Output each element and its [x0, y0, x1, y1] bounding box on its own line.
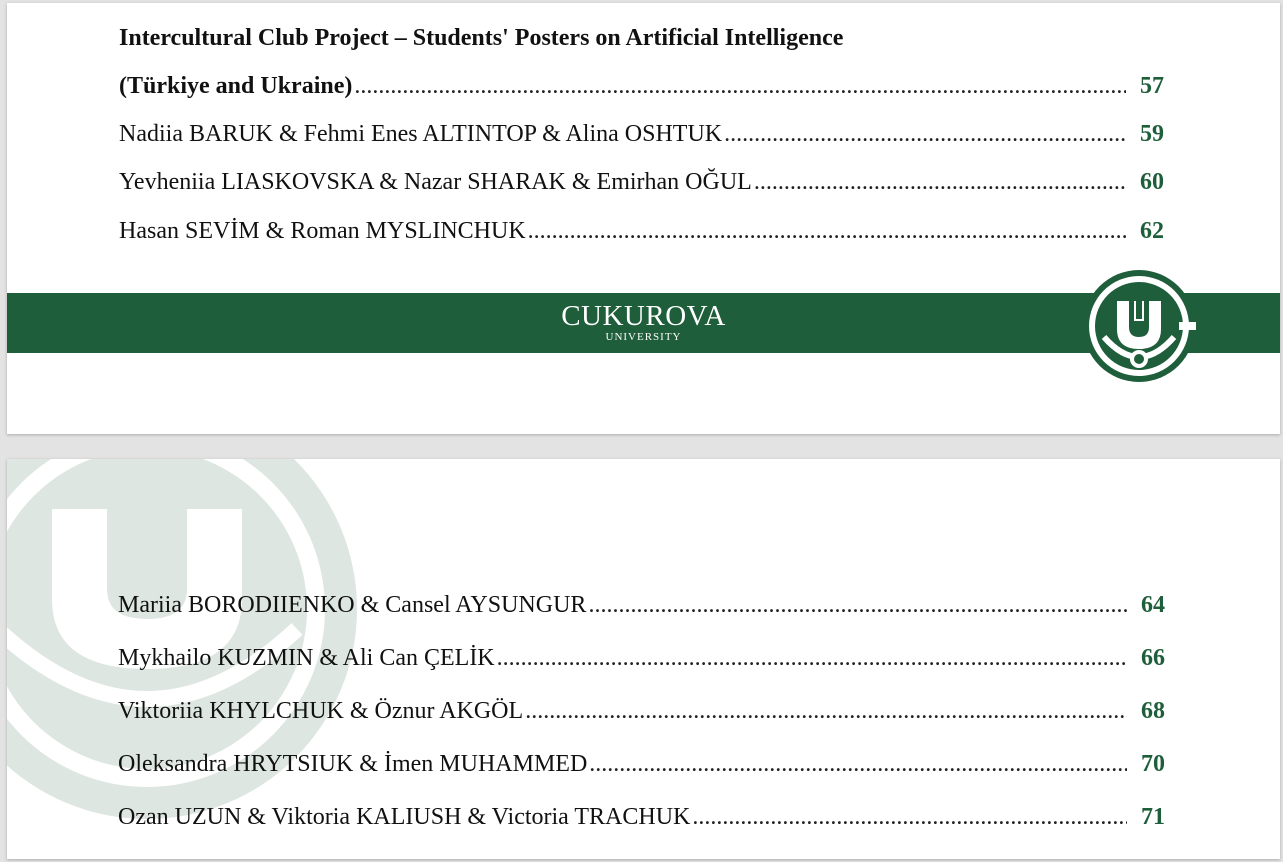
dot-leader — [525, 698, 1127, 725]
brand-subtitle: UNIVERSITY — [605, 331, 682, 343]
toc-entry-text: Oleksandra HRYTSIUK & İmen MUHAMMED — [118, 751, 588, 777]
cukurova-logo-icon — [1082, 269, 1196, 383]
toc-entry[interactable] — [118, 592, 1165, 619]
toc-page-number: 66 — [1141, 645, 1165, 671]
toc-page-number: 57 — [1140, 73, 1164, 99]
dot-leader — [497, 645, 1127, 672]
dot-leader — [724, 121, 1126, 148]
toc-page-number: 60 — [1140, 169, 1164, 195]
brand-name: CUKUROVA — [561, 300, 726, 332]
toc-entry-text: Nadiia BARUK & Fehmi Enes ALTINTOP & Alina OSHTUK — [119, 121, 723, 147]
dot-leader — [589, 751, 1127, 778]
dot-leader — [354, 73, 1126, 100]
toc-page-number: 68 — [1141, 698, 1165, 724]
toc-entry-text: Ozan UZUN & Viktoria KALIUSH & Victoria TRACHUK — [118, 804, 691, 830]
toc-page-number: 64 — [1141, 592, 1165, 618]
toc-entry-heading[interactable] — [119, 73, 1164, 100]
toc-entry-text: Mykhailo KUZMIN & Ali Can ÇELİK — [118, 645, 495, 671]
toc-entry[interactable] — [118, 804, 1165, 831]
toc-entry[interactable] — [119, 218, 1164, 245]
toc-entry-text: Hasan SEVİM & Roman MYSLINCHUK — [119, 218, 526, 244]
dot-leader — [588, 592, 1127, 619]
document-page-1 — [7, 3, 1280, 434]
dot-leader — [528, 218, 1126, 245]
toc-entry[interactable] — [118, 645, 1165, 672]
section-heading: Intercultural Club Project – Students' Posters on Artificial Intelligence — [119, 25, 844, 51]
toc-page-number: 71 — [1141, 804, 1165, 830]
toc-entry[interactable] — [118, 751, 1165, 778]
dot-leader — [692, 804, 1127, 831]
toc-entry[interactable] — [118, 698, 1165, 725]
toc-entry-text: Viktoriia KHYLCHUK & Öznur AKGÖL — [118, 698, 524, 724]
toc-entry-text: (Türkiye and Ukraine) — [119, 73, 353, 99]
toc-entry[interactable] — [119, 169, 1164, 196]
toc-entry-text: Mariia BORODIIENKO & Cansel AYSUNGUR — [118, 592, 587, 618]
toc-entry[interactable] — [119, 121, 1164, 148]
toc-page-number: 62 — [1140, 218, 1164, 244]
document-page-2 — [7, 459, 1280, 859]
toc-page-number: 59 — [1140, 121, 1164, 147]
dot-leader — [754, 169, 1126, 196]
toc-page-number: 70 — [1141, 751, 1165, 777]
toc-entry-text: Yevheniia LIASKOVSKA & Nazar SHARAK & Emirhan OĞUL — [119, 169, 752, 195]
